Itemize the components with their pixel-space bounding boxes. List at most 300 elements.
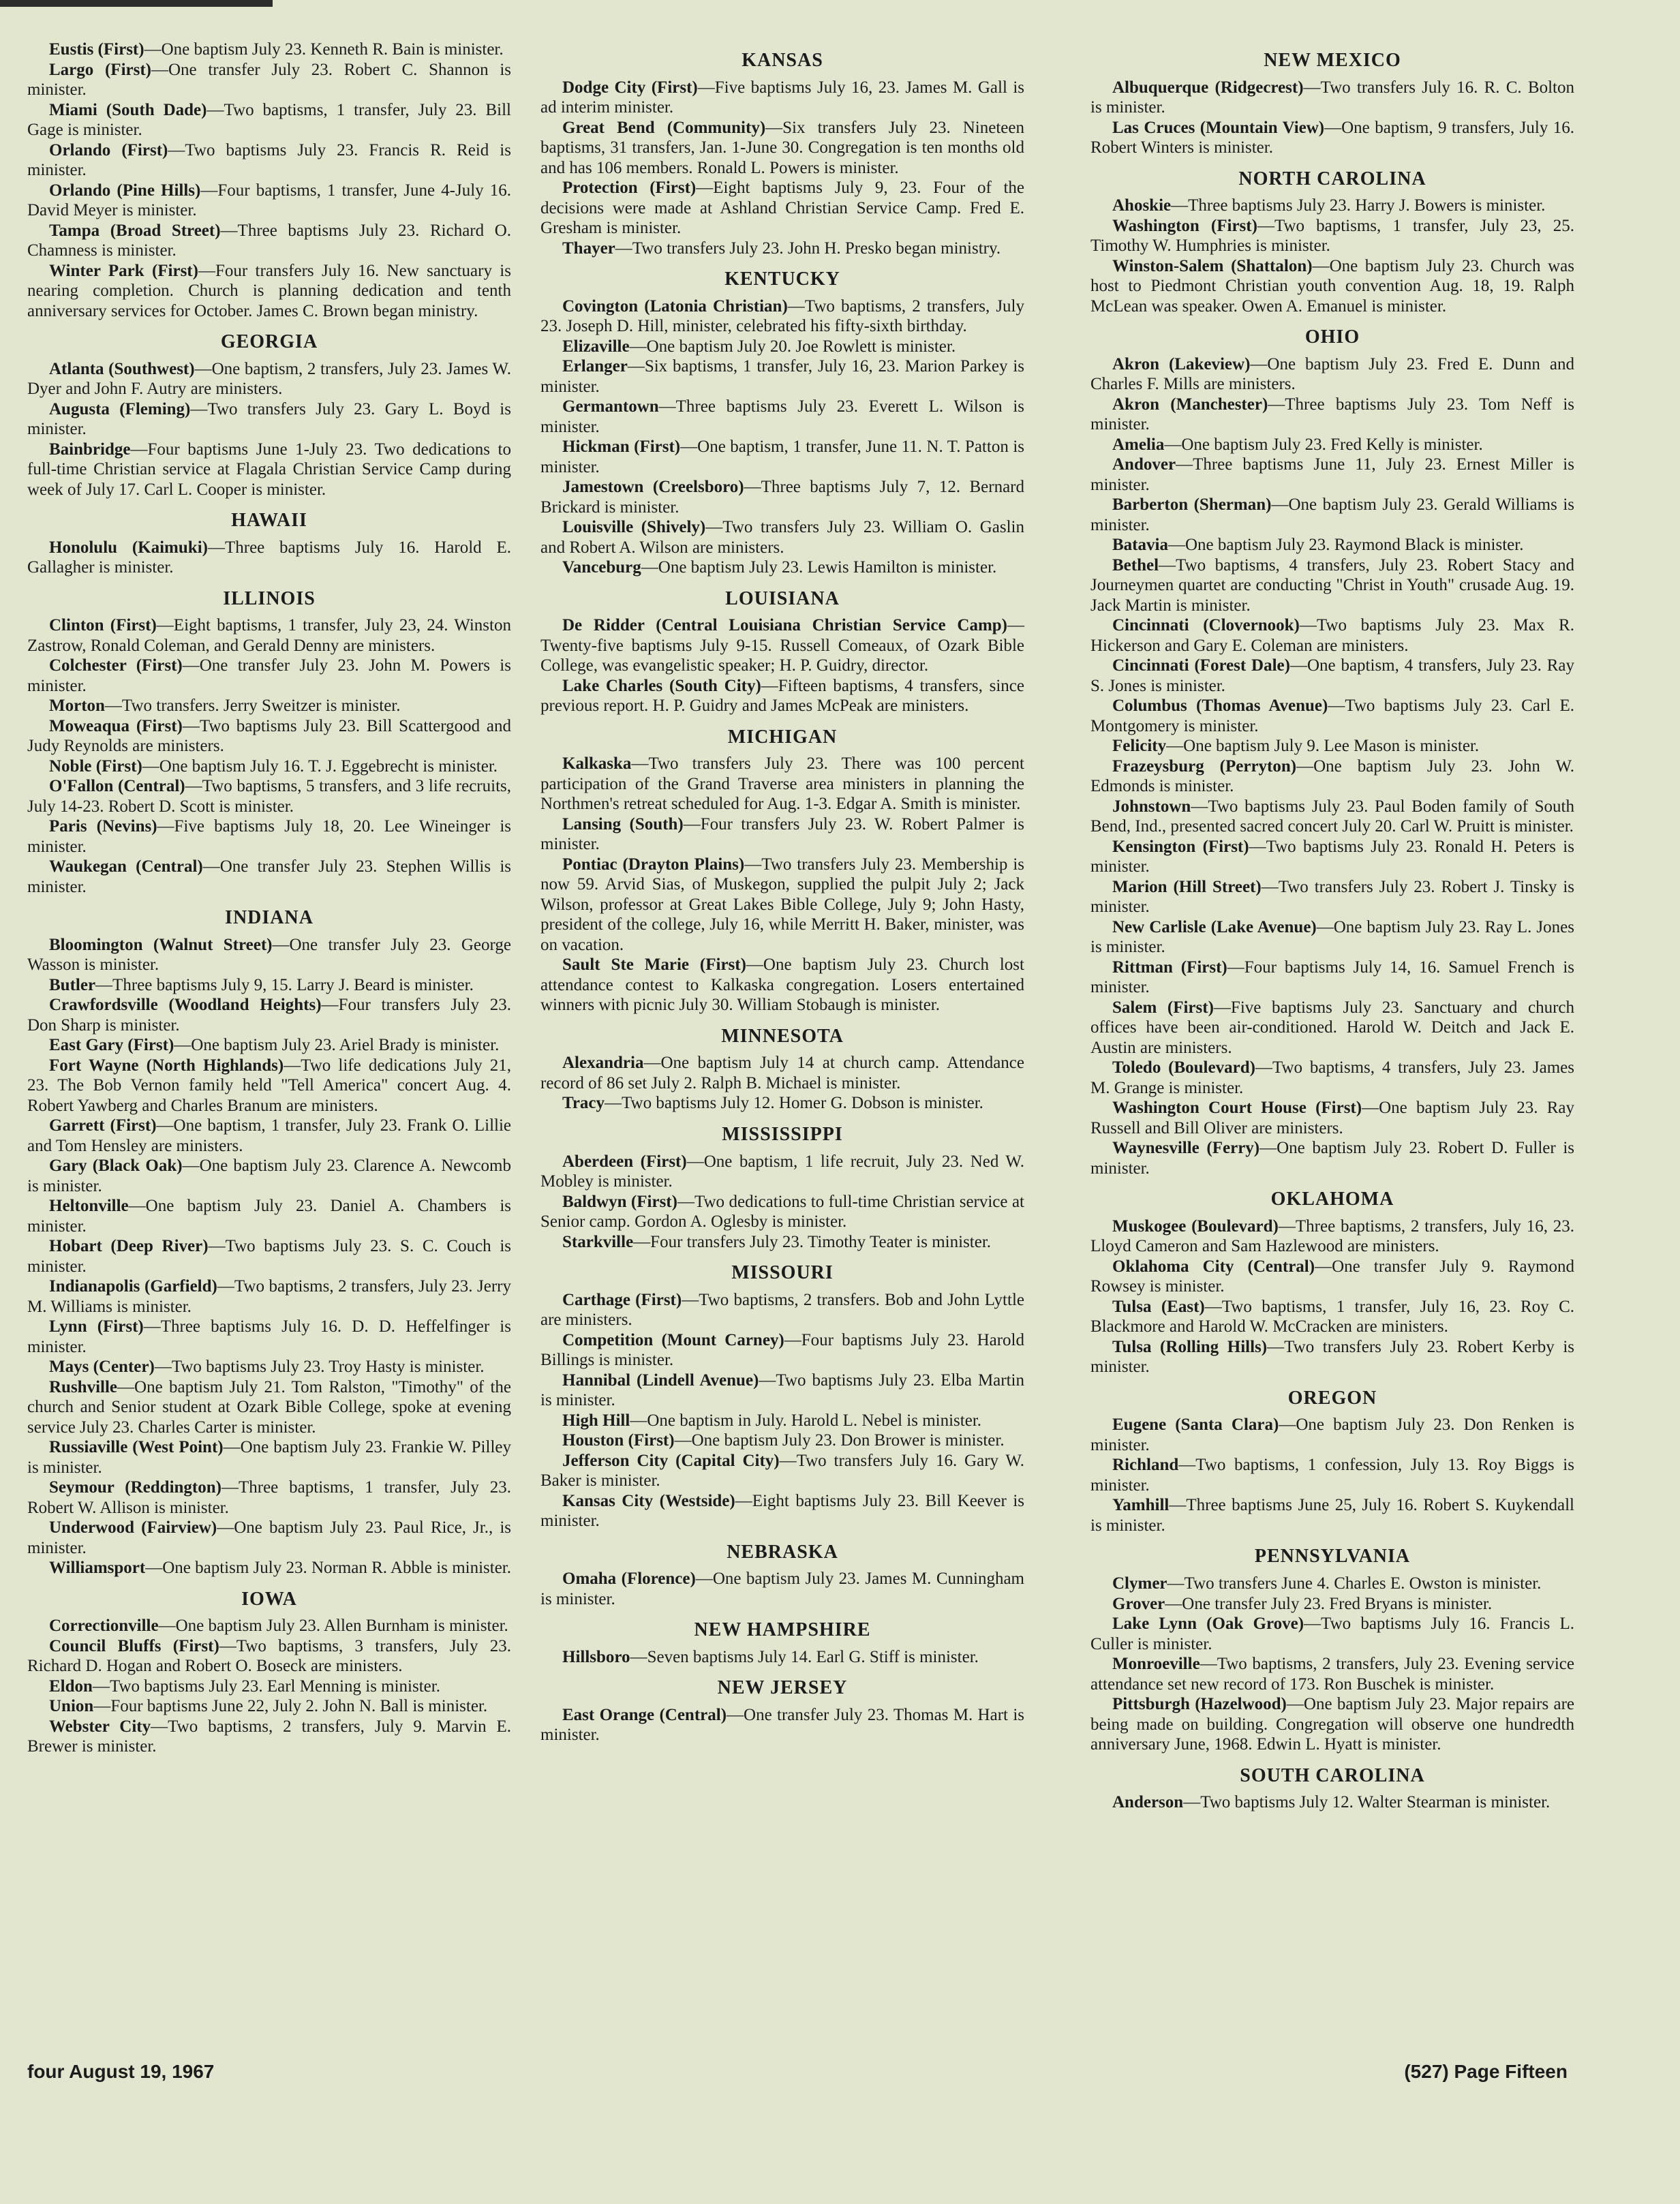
church-report-entry — [27, 1276, 511, 1317]
report-text: —One baptism July 23. Church was host to Piedmont Christian youth convention Aug. 18, 19. Ralph McLean was speaker. Owen A. Emanuel is minister. — [1090, 256, 1574, 316]
church-report-entry — [540, 557, 1024, 578]
church-report-entry — [1090, 837, 1574, 877]
church-name: Houston (First) — [562, 1431, 675, 1450]
church-report-entry — [540, 1411, 1024, 1431]
report-text: —Two baptisms, 2 transfers, July 9. Marvin E. Brewer is minister. — [27, 1717, 511, 1756]
church-report-entry — [1090, 615, 1574, 656]
church-report-entry — [540, 437, 1024, 477]
report-text: —One baptism July 23. Lewis Hamilton is minister. — [641, 558, 997, 577]
church-report-entry — [27, 399, 511, 440]
church-name: Rushville — [49, 1377, 118, 1396]
church-report-entry — [540, 855, 1024, 955]
church-name: Oklahoma City (Central) — [1112, 1257, 1315, 1276]
church-report-entry — [27, 1357, 511, 1377]
church-name: Elizaville — [562, 337, 630, 356]
state-heading: NEBRASKA — [727, 1541, 838, 1563]
church-report-entry — [27, 857, 511, 897]
church-name: Tampa (Broad Street) — [49, 221, 221, 240]
church-name: Marion (Hill Street) — [1112, 877, 1262, 896]
report-text: —One baptism July 23. Gerald Williams is minister. — [1090, 495, 1574, 534]
report-text: —One baptism July 23. Kenneth R. Bain is minister. — [144, 40, 504, 59]
report-text: —Four transfers July 23. W. Robert Palmer is minister. — [540, 814, 1024, 854]
church-name: Hobart (Deep River) — [49, 1237, 209, 1256]
report-text: —Two baptisms July 23. Paul Boden family of South Bend, Ind., presented sacred concert July 20. Carl W. Pruitt is minister. — [1090, 797, 1574, 836]
report-text: —Three baptisms, 1 transfer, July 23. Robert W. Allison is minister. — [27, 1478, 512, 1517]
report-text: —One baptism July 23. Don Renken is minister. — [1090, 1415, 1574, 1454]
report-text: —Four transfers July 23. Timothy Teater is minister. — [633, 1232, 992, 1251]
column-1 — [27, 40, 511, 1757]
church-name: Starkville — [562, 1232, 634, 1251]
church-report-entry — [1090, 1257, 1574, 1297]
report-text: —Five baptisms July 16, 23. James M. Gall is ad interim minister. — [540, 78, 1024, 117]
top-edge-bar — [0, 0, 273, 7]
report-text: —Two baptisms, 3 transfers, July 23. Richard D. Hogan and Robert O. Boseck are ministers. — [27, 1636, 511, 1676]
church-report-entry — [27, 60, 511, 100]
report-text: —One baptism July 23. Norman R. Abble is minister. — [145, 1559, 511, 1578]
state-heading: SOUTH CAROLINA — [1240, 1764, 1425, 1786]
church-name: Yamhill — [1112, 1496, 1170, 1515]
church-name: Omaha (Florence) — [562, 1570, 696, 1589]
church-name: Indianapolis (Garfield) — [49, 1277, 217, 1296]
report-text: —One transfer July 23. Stephen Willis is minister. — [27, 857, 512, 896]
church-name: Correctionville — [49, 1617, 159, 1636]
church-name: Batavia — [1112, 536, 1168, 555]
church-report-entry — [27, 1056, 511, 1116]
state-heading: OHIO — [1304, 326, 1360, 348]
church-report-entry — [27, 1558, 511, 1578]
report-text: —Two transfers July 23. Membership is now 59. Arvid Sias, of Muskegon, supplied the pulpit July 2; Jack Wilson, professor at Great Lakes Bible College, July 9; John Hasty, president of the college, July 16, while Merritt H. Baker, minister, was on vacation. — [540, 855, 1024, 954]
state-section — [27, 331, 511, 500]
state-heading: OREGON — [1287, 1387, 1377, 1409]
state-section — [1090, 1545, 1574, 1754]
church-report-entry — [1090, 256, 1574, 317]
church-report-entry — [27, 656, 511, 696]
church-name: Seymour (Reddington) — [49, 1478, 222, 1497]
report-text: —Five baptisms July 23. Sanctuary and church offices have been air-conditioned. Harold W. Deitch and Jack E. Austin are ministers. — [1090, 998, 1574, 1057]
church-name: Alexandria — [562, 1054, 644, 1073]
report-text: —One transfer July 23. Robert C. Shannon is minister. — [27, 60, 511, 99]
church-name: Crawfordsville (Woodland Heights) — [49, 996, 322, 1015]
report-text: —Two baptisms, 2 transfers, July 23. Joseph D. Hill, minister, celebrated his fifty-sixth birthday. — [540, 296, 1025, 336]
church-name: New Carlisle (Lake Avenue) — [1112, 917, 1317, 936]
church-report-entry — [540, 356, 1024, 397]
state-heading: ILLINOIS — [223, 587, 316, 609]
church-name: Eldon — [49, 1677, 93, 1696]
report-text: —Three baptisms July 23. Richard O. Chamness is minister. — [27, 221, 511, 260]
church-report-entry — [1090, 535, 1574, 555]
church-name: Amelia — [1112, 435, 1165, 454]
state-section — [1090, 326, 1574, 1178]
footer-page-number: (527) Page Fifteen — [1404, 2061, 1568, 2082]
report-text: —One baptism July 23. Paul Rice, Jr., is minister. — [27, 1518, 511, 1557]
church-report-entry — [1090, 797, 1574, 837]
report-text: —Three baptisms June 25, July 16. Robert S. Kuykendall is minister. — [1090, 1496, 1574, 1535]
church-name: Clymer — [1112, 1574, 1167, 1593]
church-report-entry — [27, 1677, 511, 1697]
state-section — [27, 509, 511, 578]
church-report-entry — [540, 1290, 1024, 1330]
church-report-entry — [27, 1377, 511, 1438]
church-report-entry — [1090, 877, 1574, 917]
church-name: Johnstown — [1112, 797, 1191, 816]
church-report-entry — [1090, 1216, 1574, 1257]
report-text: —One transfer July 23. Fred Bryans is minister. — [1165, 1594, 1493, 1613]
report-text: —One baptism July 23. Robert D. Fuller is minister. — [1090, 1139, 1574, 1178]
church-report-entry — [540, 955, 1024, 1015]
church-report-entry — [1090, 455, 1574, 495]
church-name: Frazeysburg (Perryton) — [1112, 756, 1297, 776]
report-text: —Two baptisms, 2 transfers, July 23. Jerry M. Williams is minister. — [27, 1277, 511, 1316]
report-text: —Two baptisms, 4 transfers, July 23. James M. Grange is minister. — [1090, 1058, 1574, 1097]
report-text: —Three baptisms July 23. Harry J. Bowers is minister. — [1171, 196, 1546, 215]
report-text: —One baptism July 23. John W. Edmonds is minister. — [1090, 756, 1574, 796]
church-name: Lake Lynn (Oak Grove) — [1112, 1614, 1304, 1634]
church-report-entry — [540, 615, 1024, 676]
church-name: Monroeville — [1112, 1655, 1200, 1674]
report-text: —One baptism July 23. James M. Cunningham is minister. — [540, 1570, 1024, 1608]
report-text: —Two baptisms July 12. Homer G. Dobson is minister. — [605, 1094, 983, 1113]
report-text: —One baptism July 23. Frankie W. Pilley is minister. — [27, 1438, 511, 1477]
report-text: —Three baptisms July 7, 12. Bernard Brickard is minister. — [540, 478, 1025, 517]
report-text: —Two transfers July 16. Gary W. Baker is minister. — [540, 1451, 1024, 1490]
report-text: —Two transfers July 16. R. C. Bolton is minister. — [1090, 78, 1574, 117]
church-report-entry — [1090, 495, 1574, 535]
page-body — [27, 40, 1588, 2145]
column-3 — [1090, 40, 1574, 1813]
church-report-entry — [1090, 917, 1574, 958]
report-text: —Two baptisms, 2 transfers, July 23. Evening service attendance set new record of 173. Ron Buschek is minister. — [1090, 1655, 1574, 1694]
church-name: Miami (South Dade) — [49, 100, 207, 119]
church-name: Akron (Manchester) — [1112, 395, 1268, 414]
report-text: —Two baptisms, 1 transfer, July 23. Bill Gage is minister. — [27, 100, 511, 139]
church-name: Colchester (First) — [49, 656, 183, 675]
report-text: —Three baptisms July 16. D. D. Heffelfinger is minister. — [27, 1317, 511, 1356]
state-heading: NEW MEXICO — [1264, 50, 1401, 71]
report-text: —Two baptisms July 23. Earl Menning is minister. — [92, 1677, 440, 1696]
church-name: Cincinnati (Clovernook) — [1112, 616, 1300, 635]
church-name: Jefferson City (Capital City) — [562, 1451, 780, 1470]
church-report-entry — [27, 1518, 511, 1558]
church-name: Noble (First) — [49, 756, 142, 776]
church-report-entry — [1090, 1495, 1574, 1535]
report-text: —Two baptisms July 23. Max R. Hickerson and Gary E. Coleman are ministers. — [1090, 616, 1574, 655]
church-report-entry — [1090, 354, 1574, 395]
state-heading: MISSISSIPPI — [722, 1123, 843, 1145]
report-text: —One baptism, 9 transfers, July 16. Robert Winters is minister. — [1090, 118, 1574, 157]
church-name: Barberton (Sherman) — [1112, 495, 1272, 515]
report-text: —Eight baptisms July 9, 23. Four of the decisions were made at Ashland Christian Service Camp. Fred E. Gresham is minister. — [540, 179, 1024, 238]
report-text: —Two baptisms July 23. Elba Martin is minister. — [540, 1371, 1024, 1410]
report-text: —Two transfers July 23. John H. Presko began ministry. — [615, 239, 1001, 258]
report-text: —One baptism July 9. Lee Mason is minister. — [1166, 737, 1480, 756]
state-section — [540, 1677, 1024, 1745]
church-name: Winston-Salem (Shattalon) — [1112, 256, 1313, 275]
church-name: Tulsa (East) — [1112, 1297, 1205, 1316]
report-text: —One baptism July 14 at church camp. Attendance record of 86 set July 2. Ralph B. Michael is minister. — [540, 1054, 1024, 1092]
church-report-entry — [540, 517, 1024, 557]
church-name: Union — [49, 1697, 94, 1716]
church-report-entry — [27, 716, 511, 756]
church-name: Russiaville (West Point) — [49, 1438, 224, 1457]
church-name: Orlando (First) — [49, 140, 168, 159]
church-name: Toledo (Boulevard) — [1112, 1058, 1255, 1077]
report-text: —Seven baptisms July 14. Earl G. Stiff is minister. — [630, 1647, 979, 1666]
state-heading: NORTH CAROLINA — [1238, 168, 1426, 189]
report-text: —Three baptisms, 2 transfers, July 16, 23. Lloyd Cameron and Sam Hazlewood are ministers. — [1090, 1216, 1574, 1256]
church-report-entry — [1090, 1098, 1574, 1138]
church-report-entry — [27, 538, 511, 578]
church-report-entry — [1090, 1058, 1574, 1098]
report-text: —Four baptisms July 14, 16. Samuel French is minister. — [1090, 958, 1574, 997]
church-report-entry — [540, 754, 1024, 814]
report-text: —Four transfers July 23. Don Sharp is minister. — [27, 996, 511, 1035]
church-name: Butler — [49, 975, 96, 994]
state-section — [1090, 1387, 1574, 1536]
report-text: —One transfer July 23. George Wasson is minister. — [27, 935, 511, 975]
report-text: —Two baptisms July 16. Francis L. Culler is minister. — [1090, 1614, 1575, 1653]
church-report-entry — [1090, 1694, 1574, 1755]
church-report-entry — [27, 615, 511, 656]
report-text: —One baptism, 2 transfers, July 23. James W. Dyer and John F. Autry are ministers. — [27, 359, 511, 399]
report-text: —Two baptisms July 23. Carl E. Montgomery is minister. — [1090, 697, 1574, 735]
church-report-entry — [540, 814, 1024, 855]
report-text: —Two baptisms, 1 transfer, July 23, 25. Timothy W. Humphries is minister. — [1090, 216, 1574, 256]
church-report-entry — [1090, 656, 1574, 696]
report-text: —Two baptisms July 23. Ronald H. Peters is minister. — [1090, 837, 1574, 876]
church-report-entry — [27, 1696, 511, 1717]
church-name: Eustis (First) — [49, 40, 144, 59]
church-report-entry — [540, 1569, 1024, 1609]
church-report-entry — [1090, 435, 1574, 455]
church-name: Augusta (Fleming) — [49, 399, 191, 418]
church-name: Salem (First) — [1112, 998, 1214, 1017]
report-text: —One baptism July 23. Ariel Brady is minister. — [174, 1036, 500, 1055]
report-text: —One baptism July 21. Tom Ralston, "Timothy" of the church and Senior student at Ozark Bible College, spoke at evening service July 23. Charles Carter is minister. — [27, 1377, 511, 1437]
report-text: —One transfer July 23. Thomas M. Hart is minister. — [540, 1705, 1024, 1745]
church-name: Albuquerque (Ridgecrest) — [1112, 78, 1304, 97]
report-text: —One baptism July 16. T. J. Eggebrecht is minister. — [142, 756, 498, 776]
report-text: —Two transfers June 4. Charles E. Owston is minister. — [1167, 1574, 1542, 1593]
church-report-entry — [1090, 696, 1574, 736]
church-name: Tracy — [562, 1094, 605, 1113]
report-text: —Two transfers July 23. William O. Gaslin and Robert A. Wilson are ministers. — [540, 518, 1024, 557]
church-report-entry — [27, 1035, 511, 1056]
church-report-entry — [27, 1156, 511, 1196]
church-name: Hannibal (Lindell Avenue) — [562, 1371, 759, 1390]
church-report-entry — [540, 397, 1024, 437]
church-name: Akron (Lakeview) — [1112, 354, 1251, 373]
church-name: Cincinnati (Forest Dale) — [1112, 656, 1290, 675]
church-report-entry — [27, 40, 511, 60]
report-text: —Six transfers July 23. Nineteen baptisms, 31 transfers, Jan. 1-June 30. Congregation is ten months old and has 106 members. Ronald L. Powers is minister. — [540, 118, 1024, 177]
report-text: —Six baptisms, 1 transfer, July 16, 23. Marion Parkey is minister. — [540, 357, 1024, 396]
church-report-entry — [27, 1478, 511, 1518]
church-report-entry — [27, 1616, 511, 1636]
church-report-entry — [1090, 1138, 1574, 1178]
church-report-entry — [1090, 1455, 1574, 1495]
report-text: —Twenty-five baptisms July 9-15. Russell Comeaux, of Ozark Bible College, was evangelistic speaker; H. P. Guidry, director. — [540, 616, 1024, 675]
church-report-entry — [540, 1451, 1024, 1491]
church-name: East Orange (Central) — [562, 1705, 727, 1724]
report-text: —Two life dedications July 21, 23. The Bob Vernon family held "Tell America" concert Aug. 4. Robert Yawberg and Charles Branum are ministers. — [27, 1056, 511, 1115]
state-heading: OKLAHOMA — [1270, 1189, 1394, 1210]
church-name: Protection (First) — [562, 179, 697, 198]
church-name: Andover — [1112, 455, 1176, 474]
church-name: Bainbridge — [49, 440, 131, 459]
church-report-entry — [540, 1093, 1024, 1114]
church-name: Germantown — [562, 397, 659, 416]
church-name: Anderson — [1112, 1793, 1184, 1812]
church-report-entry — [540, 1647, 1024, 1668]
state-heading: MICHIGAN — [727, 726, 838, 748]
church-report-entry — [27, 100, 511, 140]
report-text: —Two baptisms July 23. Francis R. Reid is minister. — [27, 140, 511, 179]
church-name: Heltonville — [49, 1197, 129, 1216]
state-section — [540, 1123, 1024, 1252]
church-report-entry — [1090, 196, 1574, 216]
state-section — [540, 1261, 1024, 1531]
church-name: East Gary (First) — [49, 1036, 174, 1055]
church-name: Pontiac (Drayton Plains) — [562, 855, 745, 874]
report-text: —One baptism July 23. Don Brower is minister. — [674, 1431, 1005, 1450]
church-name: Bloomington (Walnut Street) — [49, 935, 273, 954]
state-section — [540, 1619, 1024, 1667]
church-name: Moweaqua (First) — [49, 716, 183, 735]
report-text: —Three baptisms July 9, 15. Larry J. Beard is minister. — [95, 975, 474, 994]
church-report-entry — [27, 261, 511, 322]
church-report-entry — [540, 1491, 1024, 1531]
church-report-entry — [1090, 1614, 1574, 1654]
church-name: Webster City — [49, 1717, 151, 1736]
report-text: —Two baptisms July 23. Bill Scattergood and Judy Reynolds are ministers. — [27, 716, 511, 756]
state-section — [540, 587, 1024, 716]
report-text: —One baptism, 1 transfer, June 11. N. T. Patton is minister. — [540, 438, 1024, 476]
church-report-entry — [27, 696, 511, 716]
report-text: —One transfer July 9. Raymond Rowsey is minister. — [1090, 1257, 1575, 1296]
church-report-entry — [1090, 216, 1574, 256]
church-name: Sault Ste Marie (First) — [562, 955, 746, 975]
report-text: —One baptism July 20. Joe Rowlett is minister. — [629, 337, 956, 356]
church-report-entry — [1090, 1297, 1574, 1337]
state-heading: MISSOURI — [731, 1262, 834, 1284]
church-report-entry — [1090, 756, 1574, 797]
church-report-entry — [27, 975, 511, 996]
church-name: Gary (Black Oak) — [49, 1157, 183, 1176]
state-section — [540, 726, 1024, 1015]
church-report-entry — [1090, 1415, 1574, 1455]
church-name: Orlando (Pine Hills) — [49, 181, 201, 200]
church-name: Carthage (First) — [562, 1290, 682, 1309]
church-name: Hickman (First) — [562, 438, 681, 457]
report-text: —Two transfers July 23. Gary L. Boyd is minister. — [27, 399, 511, 439]
church-report-entry — [27, 816, 511, 857]
church-name: Covington (Latonia Christian) — [562, 296, 788, 316]
state-heading: KENTUCKY — [724, 269, 840, 290]
church-name: Tulsa (Rolling Hills) — [1112, 1337, 1268, 1356]
church-name: Columbus (Thomas Avenue) — [1112, 697, 1328, 716]
church-name: Lansing (South) — [562, 814, 684, 833]
state-section — [27, 906, 511, 1578]
church-report-entry — [27, 756, 511, 777]
church-report-entry — [1090, 555, 1574, 616]
church-name: Las Cruces (Mountain View) — [1112, 118, 1325, 137]
report-text: —Fifteen baptisms, 4 transfers, since previous report. H. P. Guidry and James McPeak are ministers. — [540, 676, 1024, 716]
church-name: Honolulu (Kaimuki) — [49, 538, 208, 557]
church-name: Ahoskie — [1112, 196, 1172, 215]
church-name: Morton — [49, 697, 105, 716]
church-name: Competition (Mount Carney) — [562, 1330, 784, 1349]
report-text: —One baptism in July. Harold L. Nebel is minister. — [630, 1411, 982, 1430]
church-name: Baldwyn (First) — [562, 1192, 677, 1211]
church-report-entry — [540, 296, 1024, 337]
church-report-entry — [540, 1232, 1024, 1253]
state-heading: LOUISIANA — [725, 587, 840, 609]
church-report-entry — [540, 1705, 1024, 1745]
church-report-entry — [540, 676, 1024, 716]
church-name: Aberdeen (First) — [562, 1152, 687, 1171]
church-name: Atlanta (Southwest) — [49, 359, 195, 378]
report-text: —Four baptisms, 1 transfer, June 4-July 16. David Meyer is minister. — [27, 181, 511, 219]
church-name: Thayer — [562, 239, 615, 258]
church-report-entry — [27, 935, 511, 975]
church-name: Clinton (First) — [49, 616, 157, 635]
state-heading: NEW JERSEY — [717, 1677, 848, 1699]
church-report-entry — [1090, 998, 1574, 1058]
report-text: —Two baptisms, 1 transfer, July 16, 23. Roy C. Blackmore and Harold W. McCracken are ministers. — [1090, 1297, 1574, 1336]
church-report-entry — [540, 337, 1024, 357]
church-name: Washington Court House (First) — [1112, 1099, 1362, 1118]
church-name: Rittman (First) — [1112, 958, 1227, 977]
church-name: Erlanger — [562, 357, 628, 376]
church-name: Waynesville (Ferry) — [1112, 1139, 1260, 1158]
report-text: —One baptism July 23. Raymond Black is minister. — [1167, 536, 1524, 555]
report-text: —Three baptisms July 23. Tom Neff is minister. — [1090, 395, 1574, 434]
church-report-entry — [27, 1116, 511, 1156]
church-report-entry — [540, 118, 1024, 179]
church-report-entry — [27, 1317, 511, 1357]
state-section — [540, 1025, 1024, 1114]
state-heading: NEW HAMPSHIRE — [694, 1619, 871, 1641]
state-section — [540, 49, 1024, 258]
church-name: Garrett (First) — [49, 1116, 157, 1135]
church-name: Kansas City (Westside) — [562, 1491, 735, 1510]
church-name: De Ridder (Central Louisiana Christian Service Camp) — [562, 616, 1007, 635]
report-text: —One baptism, 4 transfers, July 23. Ray S. Jones is minister. — [1090, 656, 1574, 695]
church-name: Jamestown (Creelsboro) — [562, 478, 744, 497]
church-report-entry — [27, 140, 511, 181]
church-name: Williamsport — [49, 1559, 146, 1578]
report-text: —Two baptisms July 23. S. C. Couch is minister. — [27, 1237, 512, 1276]
church-report-entry — [540, 1192, 1024, 1232]
state-section — [1090, 1764, 1574, 1813]
church-name: Vanceburg — [562, 558, 641, 577]
state-heading: GEORGIA — [220, 331, 318, 352]
report-text: —Three baptisms June 11, July 23. Ernest Miller is minister. — [1090, 455, 1574, 494]
column-2 — [540, 40, 1024, 1745]
report-text: —Two transfers July 23. There was 100 percent participation of the Grand Traverse area ministers in planning the Northmen's retreat scheduled for Aug. 1-3. Edgar A. Smith is minister. — [540, 754, 1024, 814]
church-name: Richland — [1112, 1456, 1179, 1475]
state-heading: MINNESOTA — [721, 1025, 844, 1047]
report-text: —Eight baptisms, 1 transfer, July 23, 24. Winston Zastrow, Ronald Coleman, and Gerald Denny are ministers. — [27, 616, 511, 655]
church-name: Paris (Nevins) — [49, 817, 157, 836]
church-name: Kalkaska — [562, 754, 632, 774]
church-name: Washington (First) — [1112, 216, 1257, 235]
church-report-entry — [27, 1236, 511, 1276]
church-report-entry — [27, 181, 511, 221]
church-report-entry — [1090, 1654, 1574, 1694]
state-heading: HAWAII — [231, 510, 307, 532]
report-text: —Five baptisms July 18, 20. Lee Wineinger is minister. — [27, 817, 511, 856]
